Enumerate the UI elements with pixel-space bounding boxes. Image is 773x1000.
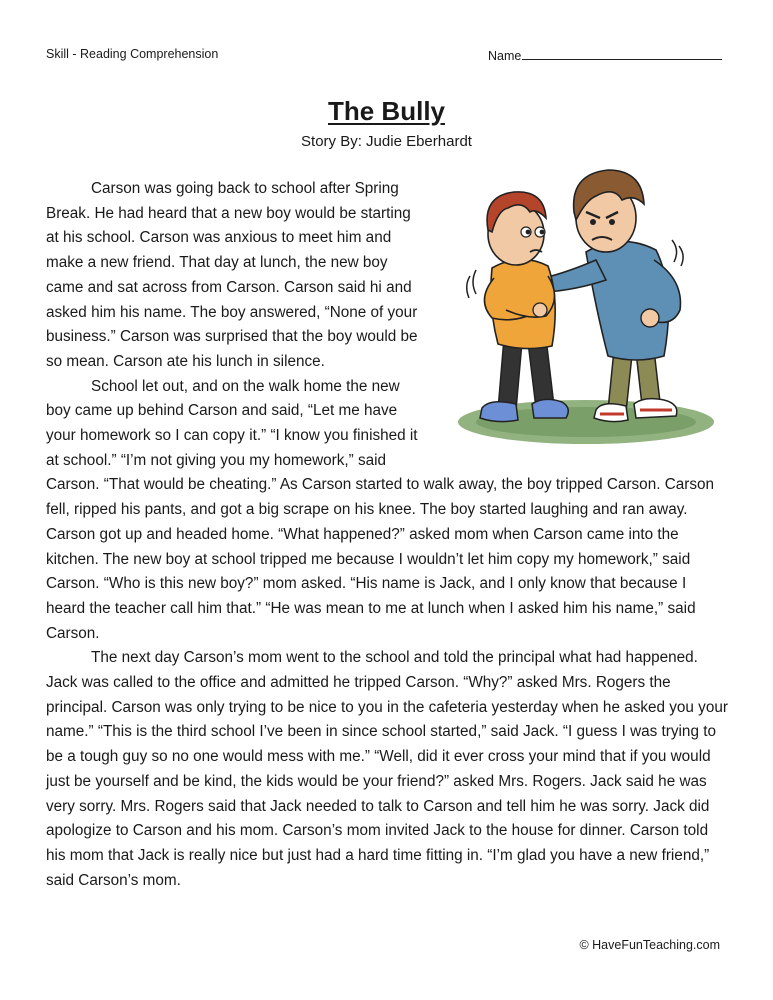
story-title: The Bully bbox=[327, 96, 445, 126]
copyright-footer: © HaveFunTeaching.com bbox=[579, 938, 720, 952]
skill-label: Skill - Reading Comprehension bbox=[46, 47, 219, 61]
name-label: Name bbox=[488, 49, 522, 63]
story-paragraph: Carson was going back to school after Spring Break. He had heard that a new boy would be starting at his school. Carson was anxious to meet him and make a new friend. That day at lunch, the new boy came and sat across from Carson. Carson said hi and asked him his name. The boy answered, “None of your business.” Carson was surprised that the boy would be so mean. Carson ate his lunch in silence. bbox=[46, 180, 418, 370]
story-paragraph: School let out, and on the walk home the new boy came up behind Carson and said, “Let me have your homework so I can copy it.” “I know you finished it at school.” “I’m not giving you my homework,” said Carson. “That would be cheating.” As Carson started to walk away, the boy tripped Carson. Carson fell, ripped his pants, and got a big scrape on his knee. The boy started laughing and ran away. Carson got up and headed home. “What happened?” asked mom when Carson came into the kitchen. The new boy at school tripped me because I wouldn’t let him copy my homework,” said Carson. “Who is this new boy?” mom asked. “His name is Jack, and I only know that because I heard the teacher call him that.” “He was mean to me at lunch when I asked him his name,” said Carson. bbox=[46, 377, 715, 642]
story-byline: Story By: Judie Eberhardt bbox=[301, 133, 472, 150]
name-field bbox=[488, 47, 722, 63]
story-paragraph: The next day Carson’s mom went to the school and told the principal what had happened. Jack was called to the office and admitted he tripped Carson. “Why?” asked Mrs. Rogers the principal. Carson was only trying to be nice to you in the cafeteria yesterday when he asked you your name.” “This is the third school I’ve been in since school started,” said Jack. “I guess I was trying to be a tough guy so no one would mess with me.” “Well, did it ever cross your mind that if you would just be yourself and be kind, the kids would be your friend?” asked Mrs. Rogers. Jack said he was very sorry. Mrs. Rogers said that Jack needed to talk to Carson and tell him he was sorry. Jack did apologize to Carson and his mom. Carson’s mom invited Jack to the house for dinner. Carson told his mom that Jack is really nice but just had a hard time fitting in. “I’m glad you have a new friend,” said Carson’s mom. bbox=[46, 649, 728, 889]
name-blank-line bbox=[522, 47, 722, 60]
story-body bbox=[46, 177, 728, 893]
bully-illustration-icon bbox=[436, 160, 736, 450]
